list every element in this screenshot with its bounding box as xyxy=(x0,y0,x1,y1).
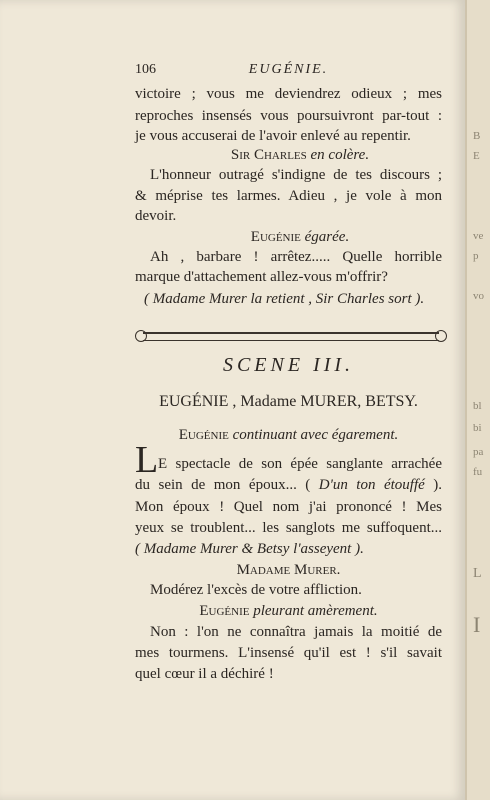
text-line: yeux se troublent... les sanglots me suffoquent... xyxy=(135,520,442,536)
text-line: marque d'attachement allez-vous m'offrir? xyxy=(135,269,388,285)
text-line: L'honneur outragé s'indigne de tes discours ; xyxy=(150,167,442,183)
text-line: quel cœur il a déchiré ! xyxy=(135,666,274,682)
facing-fragment: I xyxy=(473,612,481,637)
text-span: du sein de mon époux... ( xyxy=(135,477,311,493)
speaker-name: Eugénie xyxy=(250,229,301,245)
cast-list: EUGÉNIE , Madame MURER, BETSY. xyxy=(159,393,418,410)
stage-direction: ( Madame Murer & Betsy l'asseyent ). xyxy=(135,541,364,557)
running-title: EUGÉNIE. xyxy=(248,62,329,77)
text-line: devoir. xyxy=(135,208,177,224)
facing-fragment: vo xyxy=(473,290,484,302)
stage-direction: pleurant amèrement. xyxy=(253,603,378,619)
stage-direction: en colère. xyxy=(310,147,370,163)
facing-fragment: bl xyxy=(473,400,482,412)
scene-title: SCENE III. xyxy=(222,354,355,376)
facing-fragment: B xyxy=(473,130,481,142)
drop-cap: L xyxy=(135,439,159,481)
text-line: victoire ; vous me deviendrez odieux ; mes xyxy=(135,86,442,102)
text-line: Modérez l'excès de votre affliction. xyxy=(150,582,362,598)
text-line xyxy=(135,477,442,494)
text-line: Mon époux ! Quel nom j'ai prononcé ! Mes xyxy=(135,499,442,515)
facing-fragment: L xyxy=(473,566,482,581)
stage-direction: ( Madame Murer la retient , Sir Charles sort ). xyxy=(144,291,425,307)
facing-fragment: bi xyxy=(473,422,482,434)
speaker-name: Eugénie xyxy=(199,603,250,619)
text-line: E spectacle de son épée sanglante arrachée xyxy=(158,456,442,472)
speaker-line xyxy=(150,147,450,164)
text-line: je vous accuserai de l'avoir enlevé au repentir. xyxy=(135,128,411,144)
facing-fragment: pa xyxy=(473,446,484,458)
facing-page-edge xyxy=(465,0,490,800)
facing-fragment: p xyxy=(473,250,479,262)
speaker-name: Madame Murer. xyxy=(236,562,341,578)
facing-fragment: ve xyxy=(473,230,484,242)
speaker-name: Sir Charles xyxy=(230,147,307,163)
speaker-line xyxy=(150,229,450,246)
facing-fragment: E xyxy=(473,150,480,162)
text-span: ). xyxy=(433,477,443,493)
speaker-line xyxy=(135,603,442,620)
text-line: Non : l'on ne connaîtra jamais la moitié de xyxy=(150,624,442,640)
text-line: & méprise tes larmes. Adieu , je vole à mon xyxy=(135,188,442,204)
stage-direction: continuant avec égarement. xyxy=(232,427,399,443)
ornamental-rule xyxy=(143,332,439,341)
text-line: mes tourmens. L'insensé qu'il est ! s'il savait xyxy=(135,645,442,661)
page-number: 106 xyxy=(135,62,156,77)
stage-direction: égarée. xyxy=(304,229,350,245)
text-line: reproches insensés vous poursuivront par-tout : xyxy=(135,108,442,124)
facing-fragment: fu xyxy=(473,466,483,478)
speaker-line xyxy=(135,427,442,444)
text-line: Ah , barbare ! arrêtez..... Quelle horrible xyxy=(150,249,442,265)
stage-direction: D'un ton étouffé xyxy=(318,477,425,493)
speaker-name: Eugénie xyxy=(178,427,229,443)
